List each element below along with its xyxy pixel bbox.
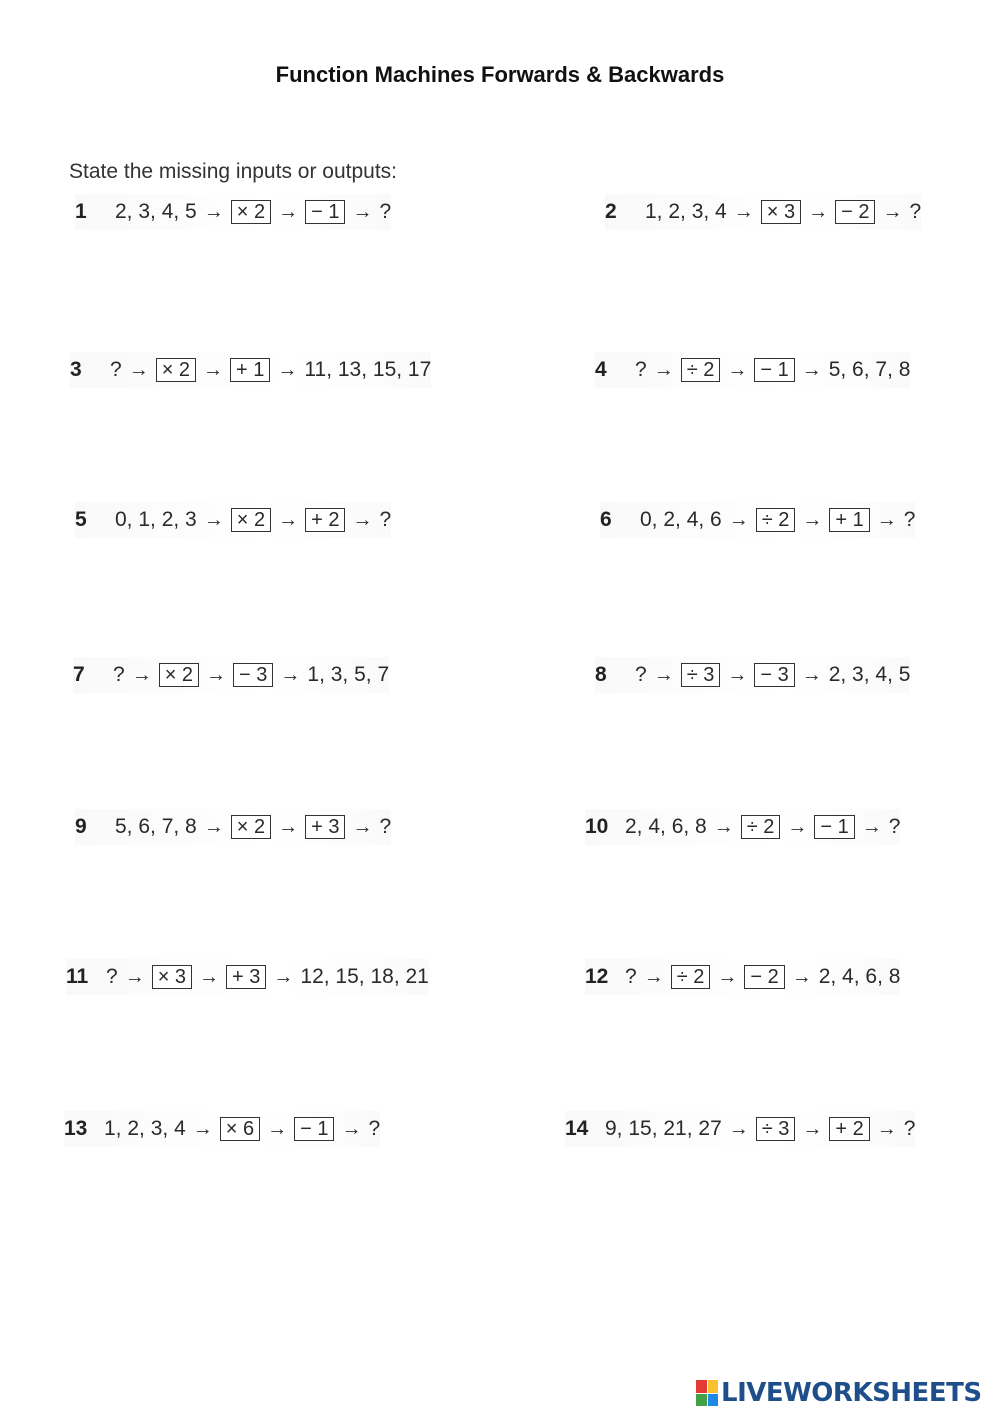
- arrow-icon: →: [728, 1117, 749, 1140]
- operation-box-2: + 3: [226, 965, 266, 989]
- missing-output[interactable]: ?: [379, 508, 392, 531]
- question-number: 8: [595, 663, 607, 686]
- arrow-icon: →: [192, 1117, 213, 1140]
- operation-box-2: − 1: [754, 358, 794, 382]
- arrow-icon: →: [882, 200, 903, 223]
- arrow-icon: →: [128, 358, 149, 381]
- question-number: 1: [75, 200, 87, 223]
- arrow-icon: →: [131, 663, 152, 686]
- question-11: [66, 959, 429, 995]
- arrow-icon: →: [199, 965, 220, 988]
- missing-output[interactable]: ?: [379, 815, 392, 838]
- arrow-icon: →: [861, 815, 882, 838]
- arrow-icon: →: [203, 200, 224, 223]
- missing-output[interactable]: ?: [888, 815, 901, 838]
- missing-input[interactable]: ?: [635, 358, 647, 381]
- operation-box-2: − 1: [305, 200, 345, 224]
- arrow-icon: →: [273, 965, 294, 988]
- arrow-icon: →: [717, 965, 738, 988]
- arrow-icon: →: [808, 200, 829, 223]
- question-number: 12: [585, 965, 609, 988]
- arrow-icon: →: [124, 965, 145, 988]
- operation-box-2: + 3: [305, 815, 345, 839]
- question-6: [600, 502, 915, 538]
- arrow-icon: →: [352, 200, 373, 223]
- output-values: 12, 15, 18, 21: [300, 965, 429, 988]
- question-14: [565, 1111, 915, 1147]
- logo-square-green: [696, 1394, 707, 1407]
- question-8: [595, 657, 910, 693]
- question-1: [75, 194, 391, 230]
- arrow-icon: →: [802, 1117, 823, 1140]
- arrow-icon: →: [278, 508, 299, 531]
- input-values: 1, 2, 3, 4: [104, 1117, 186, 1140]
- arrow-icon: →: [728, 508, 749, 531]
- operation-box-1: ÷ 2: [756, 508, 796, 532]
- output-values: 5, 6, 7, 8: [828, 358, 911, 381]
- missing-output[interactable]: ?: [903, 1117, 916, 1140]
- question-3: [70, 352, 431, 388]
- operation-box-1: ÷ 3: [681, 663, 721, 687]
- operation-box-1: ÷ 2: [671, 965, 711, 989]
- question-number: 9: [75, 815, 87, 838]
- arrow-icon: →: [352, 815, 373, 838]
- arrow-icon: →: [267, 1117, 288, 1140]
- arrow-icon: →: [876, 1117, 897, 1140]
- arrow-icon: →: [713, 815, 734, 838]
- question-12: [585, 959, 900, 995]
- question-number: 10: [585, 815, 609, 838]
- arrow-icon: →: [278, 200, 299, 223]
- missing-output[interactable]: ?: [379, 200, 392, 223]
- operation-box-2: − 1: [814, 815, 854, 839]
- liveworksheets-logo-icon: [696, 1380, 718, 1406]
- arrow-icon: →: [801, 358, 822, 381]
- operation-box-2: − 2: [744, 965, 784, 989]
- input-values: 2, 4, 6, 8: [625, 815, 707, 838]
- arrow-icon: →: [206, 663, 227, 686]
- operation-box-1: × 2: [231, 815, 271, 839]
- question-number: 14: [565, 1117, 589, 1140]
- input-values: 2, 3, 4, 5: [115, 200, 197, 223]
- input-values: 1, 2, 3, 4: [645, 200, 727, 223]
- question-number: 11: [66, 965, 89, 988]
- input-values: 9, 15, 21, 27: [605, 1117, 722, 1140]
- arrow-icon: →: [203, 815, 224, 838]
- arrow-icon: →: [733, 200, 754, 223]
- question-13: [64, 1111, 380, 1147]
- question-2: [605, 194, 921, 230]
- arrow-icon: →: [791, 965, 812, 988]
- output-values: 2, 4, 6, 8: [818, 965, 901, 988]
- input-values: 0, 2, 4, 6: [640, 508, 722, 531]
- arrow-icon: →: [352, 508, 373, 531]
- arrow-icon: →: [203, 508, 224, 531]
- logo-text: LIVEWORKSHEETS: [721, 1378, 982, 1408]
- arrow-icon: →: [341, 1117, 362, 1140]
- instructions: State the missing inputs or outputs:: [69, 160, 398, 183]
- output-values: 2, 3, 4, 5: [828, 663, 911, 686]
- question-number: 5: [75, 508, 87, 531]
- operation-box-2: + 1: [829, 508, 869, 532]
- question-number: 13: [64, 1117, 88, 1140]
- operation-box-1: × 2: [159, 663, 199, 687]
- operation-box-2: − 1: [294, 1117, 334, 1141]
- arrow-icon: →: [727, 358, 748, 381]
- operation-box-1: × 2: [231, 508, 271, 532]
- operation-box-2: + 1: [230, 358, 270, 382]
- operation-box-2: − 3: [754, 663, 794, 687]
- output-values: 1, 3, 5, 7: [307, 663, 390, 686]
- missing-output[interactable]: ?: [909, 200, 922, 223]
- missing-output[interactable]: ?: [903, 508, 916, 531]
- question-number: 3: [70, 358, 82, 381]
- arrow-icon: →: [801, 663, 822, 686]
- question-5: [75, 502, 391, 538]
- question-7: [73, 657, 389, 693]
- question-number: 4: [595, 358, 607, 381]
- arrow-icon: →: [787, 815, 808, 838]
- operation-box-1: × 2: [231, 200, 271, 224]
- missing-input[interactable]: ?: [110, 358, 122, 381]
- question-4: [595, 352, 910, 388]
- logo-square-blue: [708, 1394, 719, 1407]
- missing-input[interactable]: ?: [635, 663, 647, 686]
- operation-box-2: + 2: [305, 508, 345, 532]
- operation-box-1: × 6: [220, 1117, 260, 1141]
- missing-input[interactable]: ?: [106, 965, 118, 988]
- operation-box-1: × 3: [761, 200, 801, 224]
- page-title: Function Machines Forwards & Backwards: [275, 62, 725, 87]
- operation-box-2: + 2: [829, 1117, 869, 1141]
- arrow-icon: →: [278, 815, 299, 838]
- arrow-icon: →: [277, 358, 298, 381]
- input-values: 5, 6, 7, 8: [115, 815, 197, 838]
- logo-square-yellow: [708, 1380, 719, 1393]
- missing-output[interactable]: ?: [368, 1117, 381, 1140]
- missing-input[interactable]: ?: [625, 965, 637, 988]
- input-values: 0, 1, 2, 3: [115, 508, 197, 531]
- operation-box-1: ÷ 2: [681, 358, 721, 382]
- arrow-icon: →: [653, 663, 674, 686]
- question-10: [585, 809, 900, 845]
- missing-input[interactable]: ?: [113, 663, 125, 686]
- question-9: [75, 809, 391, 845]
- operation-box-1: × 3: [152, 965, 192, 989]
- operation-box-1: ÷ 2: [741, 815, 781, 839]
- operation-box-2: − 3: [233, 663, 273, 687]
- operation-box-1: × 2: [156, 358, 196, 382]
- output-values: 11, 13, 15, 17: [304, 358, 432, 381]
- logo-square-red: [696, 1380, 707, 1393]
- arrow-icon: →: [876, 508, 897, 531]
- question-number: 7: [73, 663, 85, 686]
- question-number: 6: [600, 508, 612, 531]
- arrow-icon: →: [653, 358, 674, 381]
- arrow-icon: →: [203, 358, 224, 381]
- arrow-icon: →: [643, 965, 664, 988]
- question-number: 2: [605, 200, 617, 223]
- operation-box-1: ÷ 3: [756, 1117, 796, 1141]
- arrow-icon: →: [802, 508, 823, 531]
- liveworksheets-logo[interactable]: [696, 1376, 982, 1410]
- arrow-icon: →: [280, 663, 301, 686]
- arrow-icon: →: [727, 663, 748, 686]
- operation-box-2: − 2: [835, 200, 875, 224]
